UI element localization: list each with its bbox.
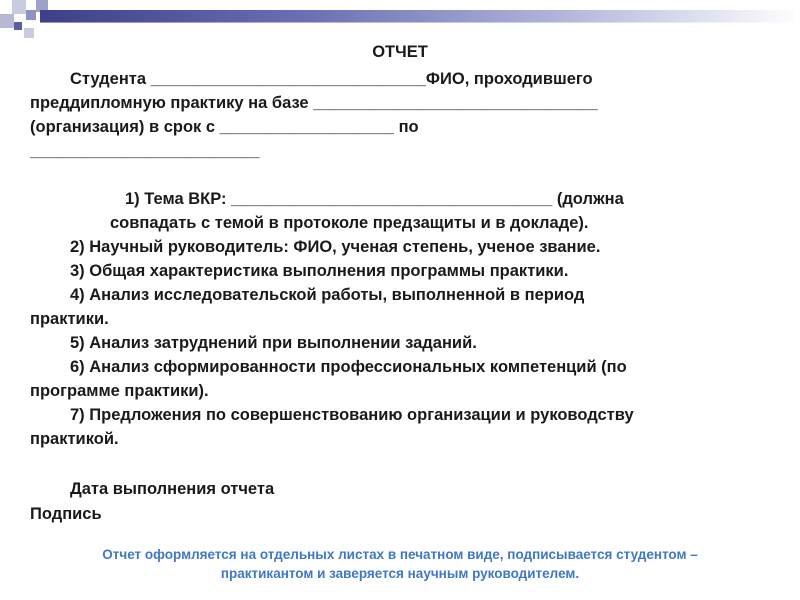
item-proposals-continued: практикой. xyxy=(30,430,119,448)
footer-note-line-2: практикантом и заверяется научным руководителем. xyxy=(220,566,580,581)
item-research-analysis: 4) Анализ исследовательской работы, выполненной в период xyxy=(70,286,585,304)
item-competencies-continued: программе практики). xyxy=(30,382,209,400)
intro-line-student: Студента ______________________________ФИО, проходившего xyxy=(70,70,593,88)
date-label: Дата выполнения отчета xyxy=(70,480,275,498)
item-competencies: 6) Анализ сформированности профессиональных компетенций (по xyxy=(70,358,627,376)
item-general-characteristics: 3) Общая характеристика выполнения программы практики. xyxy=(70,262,569,280)
report-title: ОТЧЕТ xyxy=(372,43,428,61)
item-supervisor: 2) Научный руководитель: ФИО, ученая степень, ученое звание. xyxy=(70,238,601,256)
intro-line-period: (организация) в срок с ___________________ по xyxy=(30,118,419,136)
signature-label: Подпись xyxy=(30,505,102,523)
intro-line-practice-base: преддипломную практику на базе _______________________________ xyxy=(30,94,598,112)
item-research-analysis-continued: практики. xyxy=(30,310,109,328)
item-difficulties: 5) Анализ затруднений при выполнении заданий. xyxy=(70,334,477,352)
item-topic-continued: совпадать с темой в протоколе предзащиты и в докладе). xyxy=(110,214,589,232)
item-proposals: 7) Предложения по совершенствованию организации и руководству xyxy=(70,406,634,424)
intro-line-end-date: _________________________ xyxy=(30,142,260,160)
item-topic: 1) Тема ВКР: ___________________________________ (должна xyxy=(125,190,624,208)
footer-note-line-1: Отчет оформляется на отдельных листах в печатном виде, подписывается студентом – xyxy=(102,547,698,562)
